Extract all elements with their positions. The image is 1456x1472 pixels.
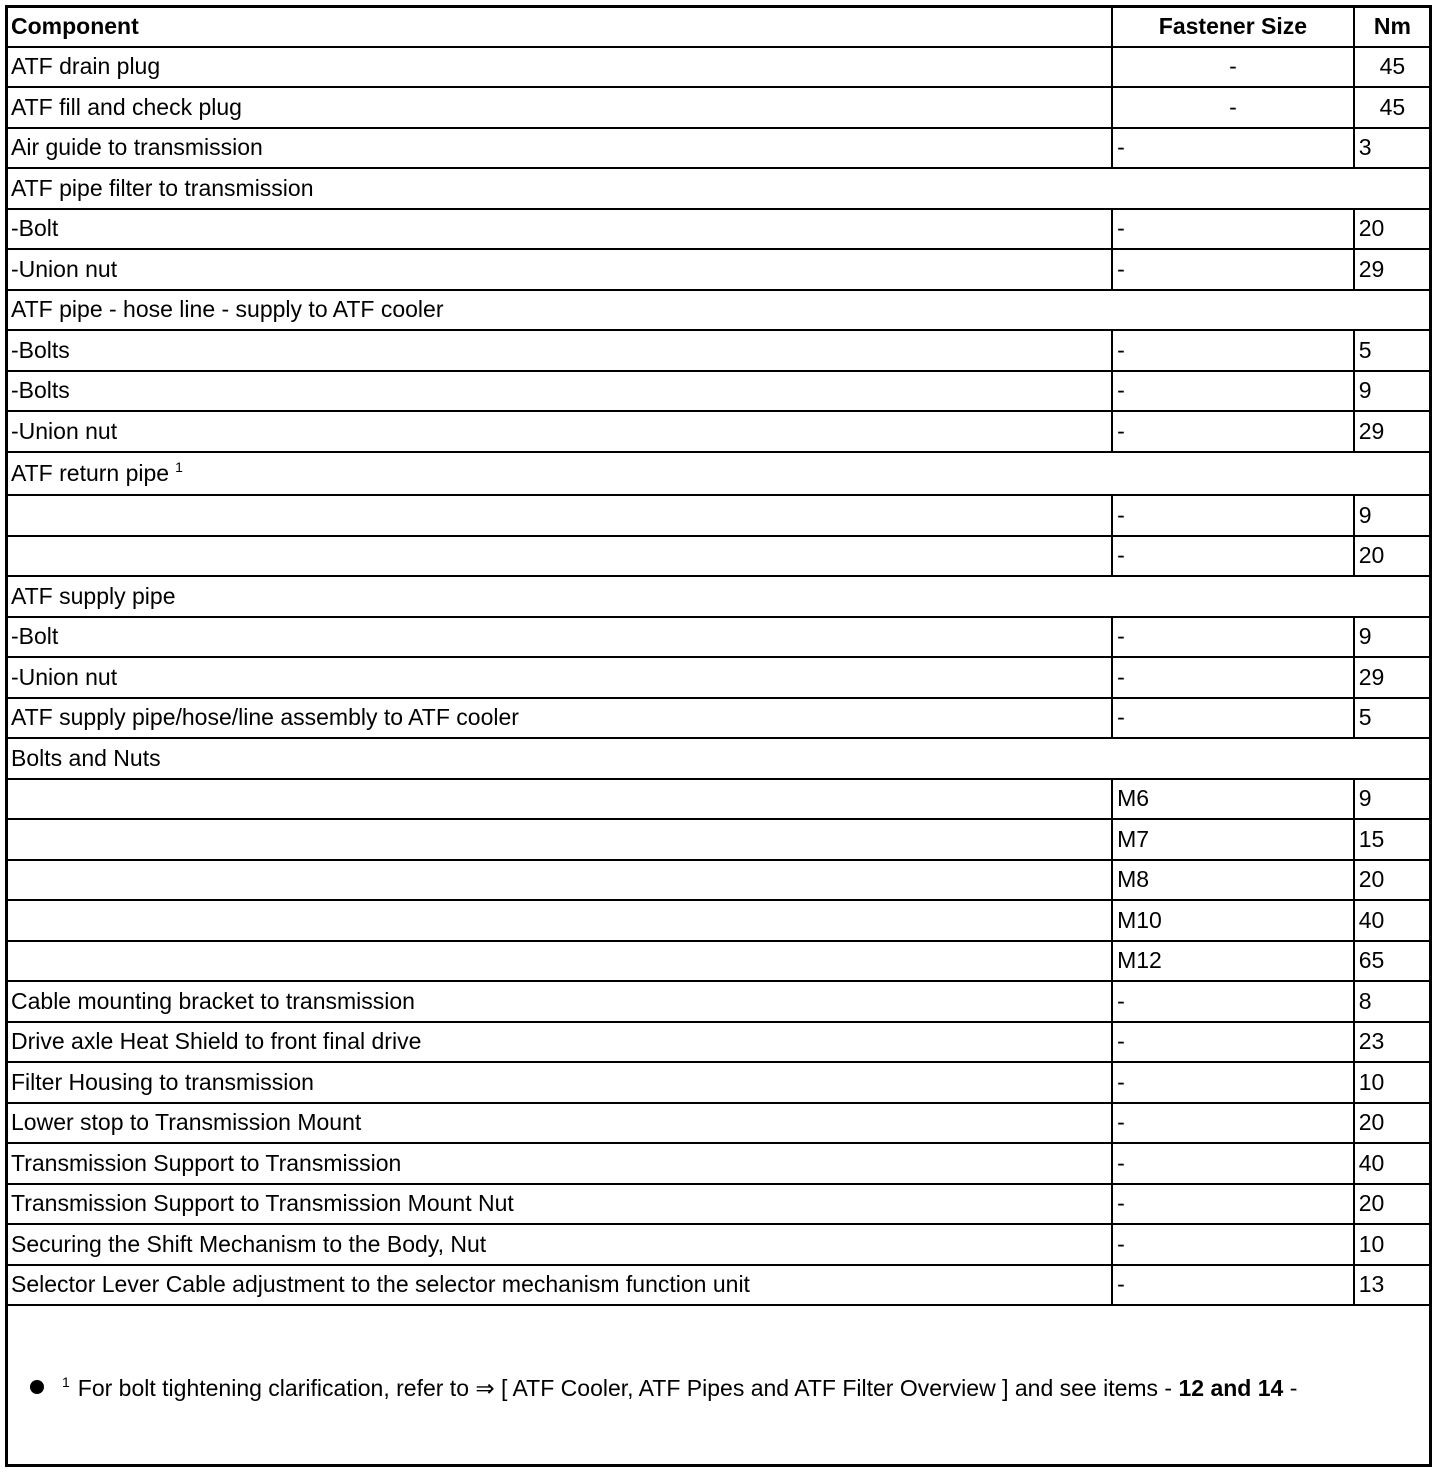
torque-cell: 9 [1354, 495, 1431, 536]
component-cell: Lower stop to Transmission Mount [6, 1103, 1112, 1144]
torque-spec-table [5, 5, 1432, 1306]
fastener-size-cell: M7 [1112, 819, 1354, 860]
torque-cell: 20 [1354, 536, 1431, 577]
component-cell: -Union nut [6, 657, 1112, 698]
torque-cell: 29 [1354, 657, 1431, 698]
group-label: ATF pipe filter to transmission [6, 168, 1431, 209]
group-row [6, 738, 1431, 779]
fastener-size-cell: - [1112, 371, 1354, 412]
fastener-size-cell: - [1112, 87, 1354, 128]
component-cell: Selector Lever Cable adjustment to the selector mechanism function unit [6, 1265, 1112, 1306]
component-cell: ATF supply pipe/hose/line assembly to ATF cooler [6, 698, 1112, 739]
torque-cell: 8 [1354, 981, 1431, 1022]
torque-cell: 10 [1354, 1062, 1431, 1103]
table-body [6, 47, 1431, 1306]
fastener-size-cell: - [1112, 1103, 1354, 1144]
bullet-icon [30, 1380, 44, 1394]
component-cell [6, 900, 1112, 941]
group-label: ATF return pipe $^1$ [6, 452, 1431, 496]
table-row [6, 1062, 1431, 1103]
component-cell: Air guide to transmission [6, 128, 1112, 169]
table-row [6, 371, 1431, 412]
fastener-size-cell: M10 [1112, 900, 1354, 941]
group-row [6, 290, 1431, 331]
component-cell: Cable mounting bracket to transmission [6, 981, 1112, 1022]
component-cell [6, 819, 1112, 860]
header-nm: Nm [1354, 6, 1431, 47]
torque-cell: 9 [1354, 371, 1431, 412]
footnote [30, 1374, 1297, 1402]
table-row [6, 779, 1431, 820]
table-row [6, 87, 1431, 128]
fastener-size-cell: - [1112, 411, 1354, 452]
table-row [6, 981, 1431, 1022]
table-header-row [6, 6, 1431, 47]
group-row [6, 576, 1431, 617]
footnote-ref: 1 [175, 459, 183, 476]
torque-cell: 3 [1354, 128, 1431, 169]
header-fastener-size: Fastener Size [1112, 6, 1354, 47]
torque-cell: 23 [1354, 1022, 1431, 1063]
component-cell: Drive axle Heat Shield to front final drive [6, 1022, 1112, 1063]
component-cell [6, 941, 1112, 982]
footnote-tail: - [1283, 1375, 1298, 1401]
torque-cell: 10 [1354, 1224, 1431, 1265]
table-row [6, 698, 1431, 739]
torque-cell: 20 [1354, 209, 1431, 250]
fastener-size-cell: - [1112, 1265, 1354, 1306]
table-row [6, 249, 1431, 290]
fastener-size-cell: - [1112, 1184, 1354, 1225]
fastener-size-cell: - [1112, 1022, 1354, 1063]
table-row [6, 1022, 1431, 1063]
component-cell: Filter Housing to transmission [6, 1062, 1112, 1103]
fastener-size-cell: - [1112, 536, 1354, 577]
torque-cell: 5 [1354, 698, 1431, 739]
torque-cell: 15 [1354, 819, 1431, 860]
group-label: Bolts and Nuts [6, 738, 1431, 779]
component-cell [6, 779, 1112, 820]
group-label: ATF pipe - hose line - supply to ATF cooler [6, 290, 1431, 331]
table-row [6, 330, 1431, 371]
torque-cell: 40 [1354, 1143, 1431, 1184]
fastener-size-cell: M8 [1112, 860, 1354, 901]
table-row [6, 536, 1431, 577]
component-cell: -Union nut [6, 411, 1112, 452]
table-row [6, 900, 1431, 941]
component-cell [6, 860, 1112, 901]
table-row [6, 1265, 1431, 1306]
torque-cell: 45 [1354, 87, 1431, 128]
table-row [6, 860, 1431, 901]
torque-cell: 9 [1354, 779, 1431, 820]
header-component: Component [6, 6, 1112, 47]
torque-cell: 29 [1354, 411, 1431, 452]
table-row [6, 617, 1431, 658]
fastener-size-cell: - [1112, 1143, 1354, 1184]
table-row [6, 819, 1431, 860]
fastener-size-cell: - [1112, 128, 1354, 169]
component-cell: ATF fill and check plug [6, 87, 1112, 128]
component-cell: Transmission Support to Transmission Mount Nut [6, 1184, 1112, 1225]
table-row [6, 941, 1431, 982]
fastener-size-cell: - [1112, 47, 1354, 88]
fastener-size-cell: - [1112, 495, 1354, 536]
group-label: ATF supply pipe [6, 576, 1431, 617]
group-row [6, 452, 1431, 496]
torque-cell: 5 [1354, 330, 1431, 371]
torque-cell: 20 [1354, 1184, 1431, 1225]
fastener-size-cell: - [1112, 249, 1354, 290]
fastener-size-cell: - [1112, 1224, 1354, 1265]
table-row [6, 47, 1431, 88]
component-cell: Transmission Support to Transmission [6, 1143, 1112, 1184]
table-row [6, 209, 1431, 250]
torque-cell: 40 [1354, 900, 1431, 941]
component-cell: -Bolt [6, 209, 1112, 250]
torque-cell: 29 [1354, 249, 1431, 290]
component-cell: -Bolts [6, 330, 1112, 371]
fastener-size-cell: - [1112, 1062, 1354, 1103]
table-row [6, 411, 1431, 452]
component-cell: ATF drain plug [6, 47, 1112, 88]
torque-cell: 9 [1354, 617, 1431, 658]
fastener-size-cell: M6 [1112, 779, 1354, 820]
fastener-size-cell: - [1112, 981, 1354, 1022]
fastener-size-cell: M12 [1112, 941, 1354, 982]
fastener-size-cell: - [1112, 330, 1354, 371]
torque-cell: 45 [1354, 47, 1431, 88]
component-cell [6, 495, 1112, 536]
torque-cell: 13 [1354, 1265, 1431, 1306]
table-row [6, 1103, 1431, 1144]
torque-cell: 20 [1354, 1103, 1431, 1144]
footnote-marker: 1 [62, 1374, 70, 1390]
component-cell: Securing the Shift Mechanism to the Body, Nut [6, 1224, 1112, 1265]
footnote-text: For bolt tightening clarification, refer to ⇒ [ ATF Cooler, ATF Pipes and ATF Filter Overview ] and see items - [77, 1375, 1179, 1401]
component-cell: -Union nut [6, 249, 1112, 290]
table-row [6, 657, 1431, 698]
table-row [6, 495, 1431, 536]
torque-cell: 65 [1354, 941, 1431, 982]
footnote-items: 12 and 14 [1178, 1375, 1284, 1401]
torque-cell: 20 [1354, 860, 1431, 901]
fastener-size-cell: - [1112, 209, 1354, 250]
table-row [6, 1224, 1431, 1265]
fastener-size-cell: - [1112, 617, 1354, 658]
table-row [6, 128, 1431, 169]
component-cell: -Bolt [6, 617, 1112, 658]
fastener-size-cell: - [1112, 657, 1354, 698]
component-cell [6, 536, 1112, 577]
table-row [6, 1143, 1431, 1184]
component-cell: -Bolts [6, 371, 1112, 412]
fastener-size-cell: - [1112, 698, 1354, 739]
table-row [6, 1184, 1431, 1225]
group-row [6, 168, 1431, 209]
